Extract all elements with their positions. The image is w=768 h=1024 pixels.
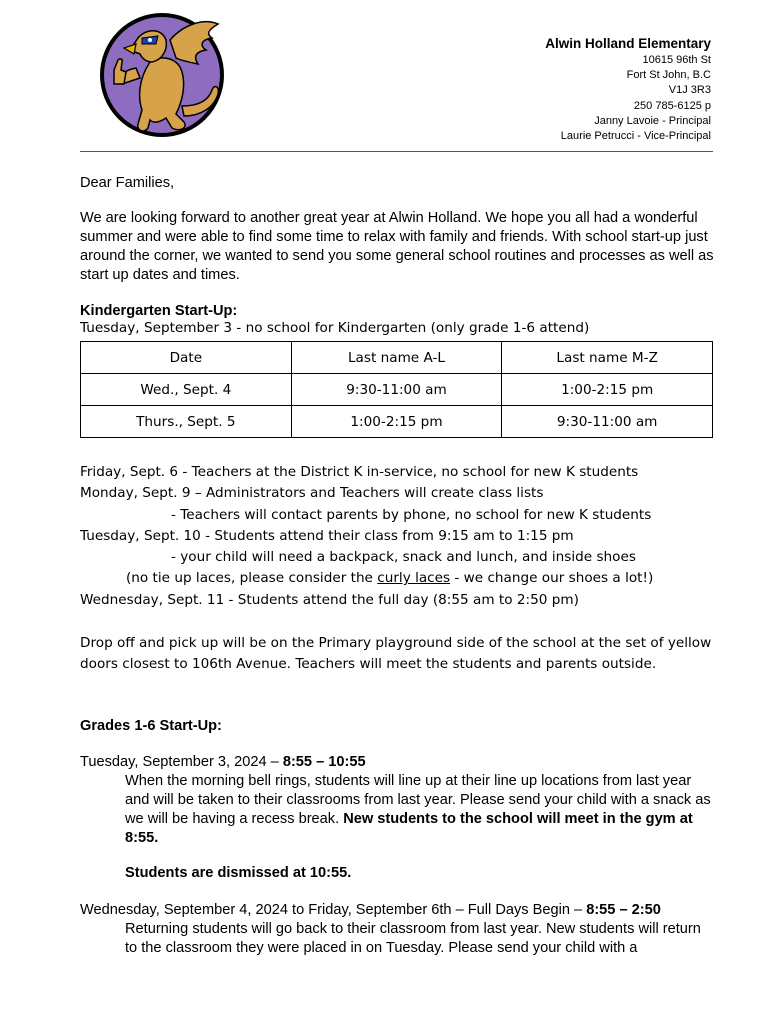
- greeting: Dear Families,: [80, 175, 175, 191]
- school-name: Alwin Holland Elementary: [545, 36, 711, 51]
- grades-day1-new-students: New students to the school will meet in the gym at 8:55.: [125, 811, 693, 846]
- letterhead-divider: [80, 151, 713, 152]
- table-header-cell: Last name A-L: [291, 342, 502, 374]
- phone-number: 250 785-6125 p: [633, 99, 711, 112]
- laces-note-pre: (no tie up laces, please consider the: [126, 570, 378, 587]
- dropoff-paragraph: Drop off and pick up will be on the Primary playground side of the school at the set of yellow doors closest to 106th Avenue. Teachers will meet the students and parents outside.: [80, 635, 712, 673]
- kindergarten-note: [80, 318, 730, 339]
- grades-dismissal: Students are dismissed at 10:55.: [125, 865, 352, 881]
- schedule-item-monday-sub: - Teachers will contact parents by phone, no school for new K students: [171, 506, 652, 523]
- kindergarten-note-text: Tuesday, September 3 - no school for Kindergarten (only grade 1-6 attend): [80, 320, 590, 336]
- schedule-item-tuesday: Tuesday, Sept. 10 - Students attend their class from 9:15 am to 1:15 pm: [80, 527, 574, 544]
- table-row: [81, 406, 713, 438]
- letterhead-address: [545, 35, 711, 144]
- table-header-cell: Last name M-Z: [502, 342, 713, 374]
- curly-laces-link[interactable]: curly laces: [377, 570, 451, 587]
- schedule-item-friday: Friday, Sept. 6 - Teachers at the District K in-service, no school for new K students: [80, 464, 639, 480]
- table-cell: 1:00-2:15 pm: [502, 374, 713, 406]
- principal-name: Janny Lavoie - Principal: [594, 114, 711, 127]
- laces-note: [80, 568, 730, 589]
- grades-heading: Grades 1-6 Start-Up:: [80, 718, 222, 734]
- griffin-mascot-logo-icon: [96, 10, 228, 140]
- grades-day1-paragraph: [80, 772, 717, 848]
- intro-paragraph: We are looking forward to another great year at Alwin Holland. We hope you all had a wonderful summer and were able to find some time to relax with family and friends. With school start-up just around the corner, we wanted to send you some general school routines and processes as well as start up dates and times.: [80, 210, 714, 283]
- city: Fort St John, B.C: [626, 69, 711, 82]
- table-row: [81, 374, 713, 406]
- kindergarten-schedule-list: [80, 462, 730, 611]
- table-cell: 9:30-11:00 am: [291, 374, 502, 406]
- table-cell: 9:30-11:00 am: [502, 406, 713, 438]
- vice-principal-name: Laurie Petrucci - Vice-Principal: [560, 130, 711, 143]
- schedule-item-monday: Monday, Sept. 9 – Administrators and Teachers will create class lists: [80, 485, 544, 502]
- table-cell: Wed., Sept. 4: [81, 374, 292, 406]
- table-header-row: [81, 342, 713, 374]
- grades-day1-date: Tuesday, September 3, 2024 –: [80, 754, 283, 770]
- table-cell: 1:00-2:15 pm: [291, 406, 502, 438]
- table-cell: Thurs., Sept. 5: [81, 406, 292, 438]
- laces-note-post: - we change our shoes a lot!): [450, 570, 654, 587]
- street-address: 10615 96th St: [642, 54, 711, 66]
- table-header-cell: Date: [81, 342, 292, 374]
- schedule-item-tuesday-sub: - your child will need a backpack, snack and lunch, and inside shoes: [171, 549, 636, 566]
- kindergarten-schedule-table: [80, 341, 713, 438]
- schedule-item-wednesday: Wednesday, Sept. 11 - Students attend the full day (8:55 am to 2:50 pm): [80, 591, 579, 608]
- grades-day2-paragraph: Returning students will go back to their classroom from last year. New students will return to the classroom they were placed in on Tuesday. Please send your child with a: [125, 921, 701, 956]
- postal-code: V1J 3R3: [668, 84, 711, 97]
- grades-day2-date: Wednesday, September 4, 2024 to Friday, September 6th – Full Days Begin –: [80, 902, 587, 918]
- grades-day1-time: 8:55 – 10:55: [282, 754, 366, 770]
- grades-day1-heading: [80, 753, 720, 772]
- kindergarten-heading: Kindergarten Start-Up:: [80, 303, 238, 319]
- grades-day1-text: When the morning bell rings, students will line up at their line up locations from last year and will be taken to their classrooms from last year. Please send your child with a snack as we will be having a recess break.: [125, 773, 711, 827]
- grades-day2-time: 8:55 – 2:50: [586, 902, 661, 918]
- grades-day2-heading: [80, 901, 730, 920]
